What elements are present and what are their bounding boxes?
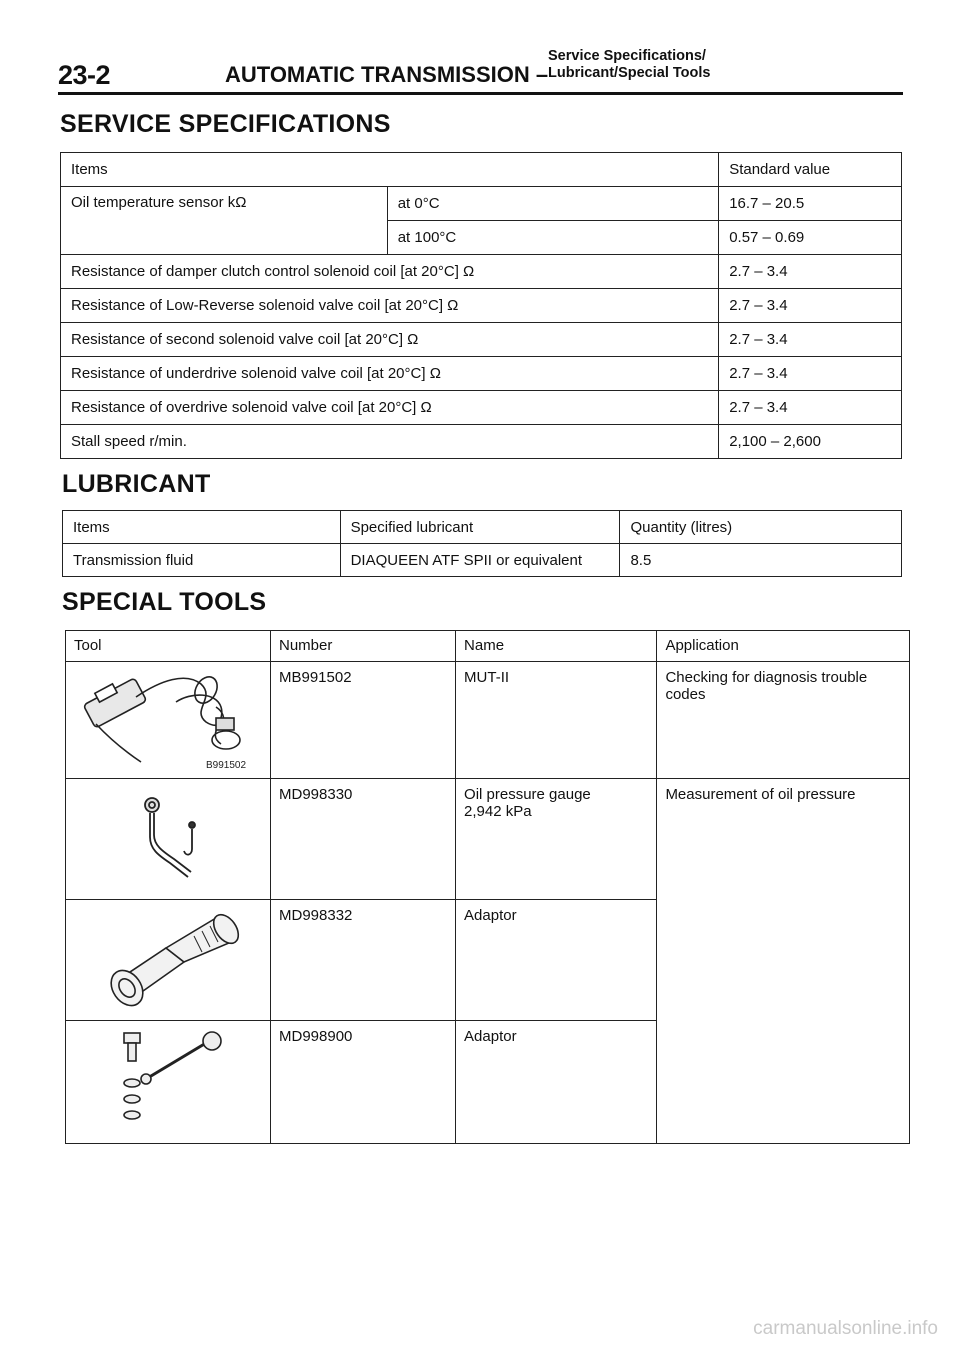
- table-cell: 2.7 – 3.4: [719, 289, 902, 323]
- lubricant-title: LUBRICANT: [62, 470, 211, 498]
- table-cell: Measurement of oil pressure: [657, 779, 910, 1144]
- subsection-line-2: Lubricant/Special Tools: [548, 65, 711, 81]
- column-header: Tool: [66, 631, 271, 662]
- table-cell: 2,100 – 2,600: [719, 425, 902, 459]
- table-row: [61, 187, 902, 221]
- table-row: [61, 289, 902, 323]
- table-row: [61, 357, 902, 391]
- table-cell: MD998332: [271, 900, 456, 1021]
- table-cell: at 100°C: [387, 221, 718, 255]
- table-row: [61, 391, 902, 425]
- column-header: Name: [456, 631, 657, 662]
- table-cell: Resistance of second solenoid valve coil [at 20°C] Ω: [61, 323, 719, 357]
- table-cell: Resistance of overdrive solenoid valve coil [at 20°C] Ω: [61, 391, 719, 425]
- mut-ii-tester-illustration: [66, 662, 270, 774]
- tool-name-line: Oil pressure gauge: [464, 786, 591, 803]
- special-tools-table: [65, 630, 910, 1144]
- table-cell: Resistance of damper clutch control solenoid coil [at 20°C] Ω: [61, 255, 719, 289]
- page-number: 23-2: [58, 60, 111, 90]
- service-specifications-table: [60, 152, 902, 459]
- column-header: Items: [63, 511, 341, 544]
- table-row: [66, 662, 910, 779]
- adaptor-kit-illustration: [66, 1021, 270, 1139]
- column-header: Specified lubricant: [340, 511, 620, 544]
- table-row: [61, 255, 902, 289]
- table-header-row: [63, 511, 902, 544]
- table-cell: at 0°C: [387, 187, 718, 221]
- tool-name-line: 2,942 kPa: [464, 803, 532, 820]
- table-cell: [66, 779, 271, 900]
- table-header-row: [66, 631, 910, 662]
- column-header: Quantity (litres): [620, 511, 902, 544]
- adaptor-illustration: [66, 900, 270, 1016]
- column-header: Standard value: [719, 153, 902, 187]
- table-cell: [456, 779, 657, 900]
- table-cell: 8.5: [620, 544, 902, 577]
- table-cell: Adaptor: [456, 900, 657, 1021]
- special-tools-title: SPECIAL TOOLS: [62, 588, 267, 616]
- subsection-line-1: Service Specifications/: [548, 48, 706, 64]
- table-cell: Transmission fluid: [63, 544, 341, 577]
- subsection-title: [548, 48, 710, 82]
- lubricant-table: [62, 510, 902, 577]
- table-cell: Checking for diagnosis trouble codes: [657, 662, 910, 779]
- table-cell: Resistance of underdrive solenoid valve coil [at 20°C] Ω: [61, 357, 719, 391]
- table-cell: [66, 1021, 271, 1144]
- table-cell: Stall speed r/min.: [61, 425, 719, 459]
- header-rule: [58, 92, 903, 95]
- table-row: [66, 779, 910, 900]
- table-cell: [66, 900, 271, 1021]
- table-row: [61, 323, 902, 357]
- table-cell: DIAQUEEN ATF SPII or equivalent: [340, 544, 620, 577]
- oil-pressure-gauge-illustration: [66, 779, 270, 895]
- table-cell: 2.7 – 3.4: [719, 391, 902, 425]
- column-header: Items: [61, 153, 719, 187]
- table-cell: 0.57 – 0.69: [719, 221, 902, 255]
- column-header: Number: [271, 631, 456, 662]
- table-cell: Oil temperature sensor kΩ: [61, 187, 388, 255]
- table-cell: MB991502: [271, 662, 456, 779]
- table-cell: MUT-II: [456, 662, 657, 779]
- table-cell: Resistance of Low-Reverse solenoid valve coil [at 20°C] Ω: [61, 289, 719, 323]
- column-header: Application: [657, 631, 910, 662]
- service-specifications-title: SERVICE SPECIFICATIONS: [60, 110, 391, 138]
- table-cell: MD998330: [271, 779, 456, 900]
- table-row: [63, 544, 902, 577]
- footer-watermark: carmanualsonline.info: [753, 1318, 938, 1339]
- table-row: [61, 425, 902, 459]
- table-cell: MD998900: [271, 1021, 456, 1144]
- table-cell: 2.7 – 3.4: [719, 323, 902, 357]
- table-header-row: [61, 153, 902, 187]
- section-title: AUTOMATIC TRANSMISSION –: [225, 62, 549, 87]
- table-cell: Adaptor: [456, 1021, 657, 1144]
- illustration-label: B991502: [206, 760, 247, 771]
- table-cell: 2.7 – 3.4: [719, 357, 902, 391]
- table-cell: 16.7 – 20.5: [719, 187, 902, 221]
- table-cell: [66, 662, 271, 779]
- table-cell: 2.7 – 3.4: [719, 255, 902, 289]
